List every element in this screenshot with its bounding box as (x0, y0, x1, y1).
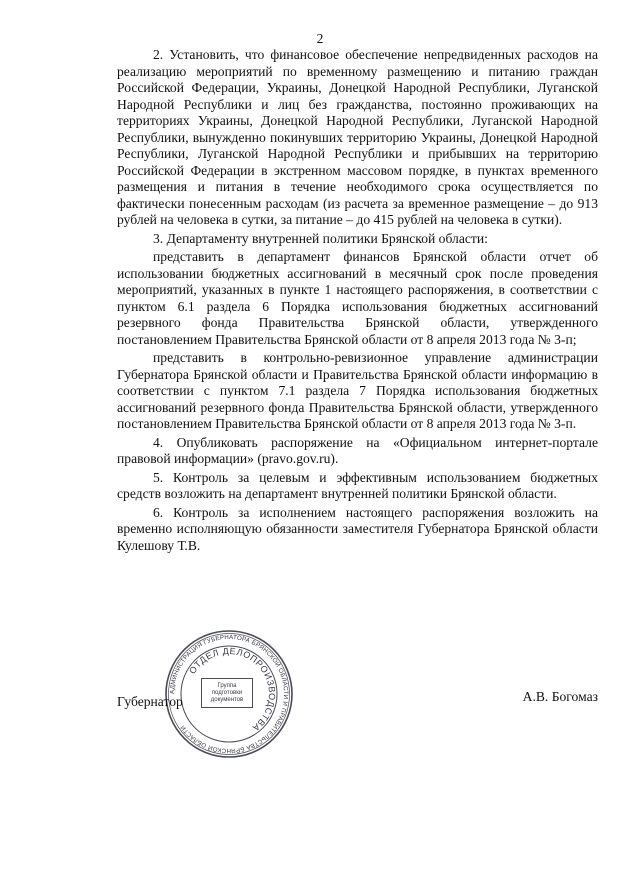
paragraph-item-3-report-finance: представить в департамент финансов Брянской области отчет об использовании бюджетных ассигнований в месячный срок после проведения мероприятий, указанных в пункте 1 настоящего распоряжения, в соответствии с пунктом 6.1 раздела 6 Порядка использования бюджетных ассигнований резервного фонда Правительства Брянской области, утвержденного постановлением Правительства Брянской области от 8 апреля 2013 года № 3-п; (117, 249, 598, 347)
stamp-box (201, 678, 253, 708)
stamp-box-line: подготовки (211, 690, 243, 696)
paragraph-item-3-report-audit: представить в контрольно-ревизионное управление администрации Губернатора Брянской области и Правительства Брянской области информацию в соответствии с пунктом 7.1 раздела 7 Порядка использования бюджетных ассигнований резервного фонда Правительства Брянской области, утвержденного постановлением Правительства Брянской области от 8 апреля 2013 года № 3-п. (117, 350, 598, 431)
paragraph-item-3: 3. Департаменту внутренней политики Брянской области: (153, 230, 488, 246)
stamp-box-line: Группа (217, 683, 237, 689)
paragraph-item-6: 6. Контроль за исполнением настоящего распоряжения возложить на временно исполняющую обязанности заместителя Губернатора Брянской области Кулешову Т.В. (117, 504, 598, 553)
document-body (117, 47, 598, 556)
stamp-box-line: документов (210, 697, 244, 703)
paragraph-item-4: 4. Опубликовать распоряжение на «Официальном интернет-портале правовой информации» (pravo.gov.ru). (117, 434, 598, 466)
stamp-ring-text: АДМИНИСТРАЦИЯ ГУБЕРНАТОРА БРЯНСКОЙ ОБЛАСТИ И ПРАВИТЕЛЬСТВА БРЯНСКОЙ ОБЛАСТИ (168, 633, 290, 755)
stamp-inner-text: ОТДЕЛ ДЕЛОПРОИЗВОДСТВА (187, 645, 278, 734)
paragraph-item-2: 2. Установить, что финансовое обеспечение непредвиденных расходов на реализацию мероприятий по временному размещению и питанию граждан Российской Федерации, Украины, Донецкой Народной Республики, Луганской Народной Республики и лиц без гражданства, постоянно проживающих на территориях Украины, Донецкой Народной Республики, Луганской Народной Республики, вынужденно покинувших территорию Украины, Донецкой Народной Республики, Луганской Народной Республики и прибывших на территорию Российской Федерации в экстренном массовом порядке, в пунктах временного размещения и питания в течение необходимого срока осуществляется по фактически понесенным расходам (из расчета за временное размещение – до 913 рублей на человека в сутки, за питание – до 415 рублей на человека в сутки). (117, 47, 598, 227)
signatory-name: А.В. Богомаз (522, 689, 598, 704)
page-number: 2 (316, 31, 324, 46)
paragraph-item-5: 5. Контроль за целевым и эффективным использованием бюджетных средств возложить на департамент внутренней политики Брянской области. (117, 469, 598, 501)
signatory-title: Губернатор (117, 694, 183, 709)
